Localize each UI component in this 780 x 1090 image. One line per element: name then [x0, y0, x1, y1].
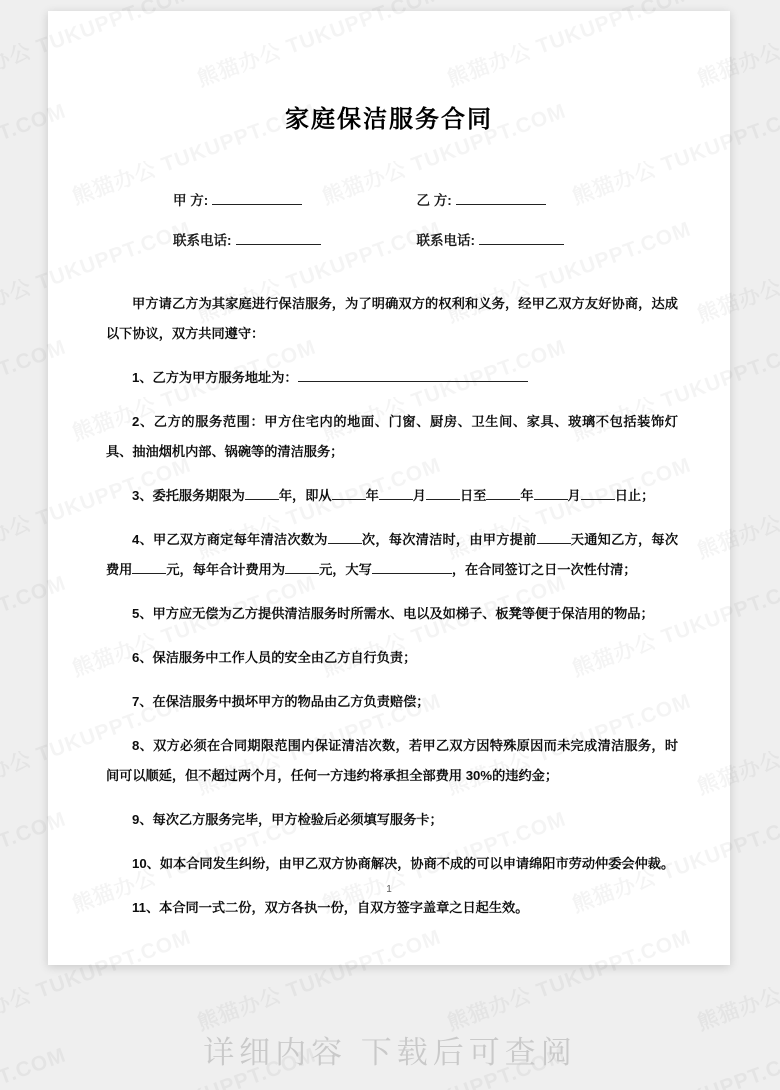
- clause-3-end-month-line[interactable]: [534, 488, 568, 500]
- phone-b-input-line[interactable]: [479, 232, 564, 245]
- clause-5: [106, 599, 678, 629]
- clause-3-end-year-line[interactable]: [486, 488, 520, 500]
- clause-4-total-line[interactable]: [285, 562, 319, 574]
- clause-10-text: 如本合同发生纠纷，由甲乙双方协商解决，协商不成的可以申请绵阳市劳动仲委会仲裁。: [159, 856, 675, 871]
- clause-8-text: 双方必须在合同期限范围内保证清洁次数，若甲乙双方因特殊原因而未完成清洁服务，时间可以顺延，但不超过两个月，任何一方违约将承担全部费用 30%的违约金；: [106, 738, 679, 783]
- clause-3-p2: 年: [365, 488, 379, 503]
- clause-4-p3: 元，每年合计费用为: [166, 562, 286, 577]
- clause-2-number: 2、: [132, 414, 154, 429]
- clause-4-p2: 天通知乙方，每次费用: [106, 532, 679, 577]
- party-a-field[interactable]: [173, 189, 417, 209]
- clause-3-text: 委托服务期限为: [152, 488, 245, 503]
- clause-10-number: 10、: [132, 856, 160, 871]
- clause-3-start-year-line[interactable]: [332, 488, 366, 500]
- clause-4-capital-line[interactable]: [372, 562, 452, 574]
- clause-1-number: 1、: [132, 370, 153, 385]
- page-title: 家庭保洁服务合同: [285, 106, 493, 133]
- clause-8: [106, 731, 678, 791]
- document-page: [48, 11, 730, 965]
- clause-4-p5: ，在合同签订之日一: [451, 562, 571, 577]
- clause-1: [106, 363, 678, 393]
- clause-4-p1: 次，每次清洁时，由甲方提前: [361, 532, 537, 547]
- party-names-row: [173, 189, 660, 209]
- clause-3-start-month-line[interactable]: [379, 488, 413, 500]
- clause-8-number: 8、: [132, 738, 154, 753]
- clause-4-fee-line[interactable]: [132, 562, 166, 574]
- clause-4-text: 甲乙双方商定每年清洁次数为: [153, 532, 328, 547]
- clause-3-start-day-line[interactable]: [426, 488, 460, 500]
- clause-1-text: 乙方为甲方服务地址为：: [152, 370, 298, 385]
- clause-3-years-line[interactable]: [245, 488, 279, 500]
- clause-5-number: 5、: [132, 606, 153, 621]
- clause-2-text: 乙方的服务范围：甲方住宅内的地面、门窗、厨房、卫生间、家具、玻璃不包括装饰灯具、抽油烟机内部、锅碗等的清洁服务；: [106, 414, 678, 459]
- clause-11-number: 11、: [132, 900, 160, 915]
- download-caption: 详细内容 下载后可查阅: [203, 1035, 577, 1070]
- clause-7-text: 在保洁服务中损坏甲方的物品由乙方负责赔偿；: [152, 694, 430, 709]
- party-b-input-line[interactable]: [456, 192, 546, 205]
- clause-4-number: 4、: [132, 532, 154, 547]
- party-a-label: 甲 方:: [173, 193, 209, 208]
- party-phones-row: [173, 229, 660, 249]
- clause-4: [106, 525, 678, 585]
- party-a-input-line[interactable]: [212, 192, 302, 205]
- clause-3-p3: 月: [412, 488, 426, 503]
- clause-11-text: 本合同一式二份，双方各执一份，自双方签字盖章之日起生效。: [159, 900, 529, 915]
- clause-4-tail: 次性付清；: [570, 562, 637, 577]
- clause-3-p5: 年: [520, 488, 534, 503]
- phone-a-input-line[interactable]: [236, 232, 321, 245]
- clause-11: [106, 893, 678, 923]
- phone-a-label: 联系电话:: [173, 233, 232, 248]
- clause-4-p4: 元，大写: [319, 562, 372, 577]
- phone-b-field[interactable]: [417, 229, 661, 249]
- clause-7-number: 7、: [132, 694, 153, 709]
- clause-3-tail: 止；: [627, 488, 655, 503]
- page-number: 1: [386, 884, 392, 895]
- clause-6: [106, 643, 678, 673]
- clause-9-number: 9、: [132, 812, 153, 827]
- clause-4-times-line[interactable]: [328, 532, 362, 544]
- clause-1-address-line[interactable]: [298, 370, 528, 382]
- clause-7: [106, 687, 678, 717]
- clause-2: [106, 407, 678, 467]
- document-page-inner: [48, 11, 730, 965]
- document-content: [48, 11, 730, 923]
- phone-b-label: 联系电话:: [416, 233, 475, 248]
- phone-a-field[interactable]: [173, 229, 417, 249]
- intro-paragraph: 甲方请乙方为其家庭进行保洁服务，为了明确双方的权利和义务，经甲乙双方友好协商，达成以下协议，双方共同遵守：: [106, 296, 678, 341]
- clause-3-p1: 年，即从: [278, 488, 332, 503]
- clause-10: [106, 849, 678, 879]
- party-b-field[interactable]: [417, 189, 661, 209]
- clause-3-number: 3、: [132, 488, 153, 503]
- clause-3-p6: 月: [567, 488, 581, 503]
- clause-5-text: 甲方应无偿为乙方提供清洁服务时所需水、电以及如梯子、板凳等便于保洁用的物品；: [152, 606, 654, 621]
- clause-3-end-day-line[interactable]: [581, 488, 615, 500]
- clause-3: [106, 481, 678, 511]
- clause-6-number: 6、: [132, 650, 153, 665]
- clause-9-text: 每次乙方服务完毕，甲方检验后必须填写服务卡；: [152, 812, 443, 827]
- clause-9: [106, 805, 678, 835]
- contract-body: [48, 289, 730, 923]
- clause-3-p7: 日: [614, 488, 628, 503]
- clause-4-days-line[interactable]: [537, 532, 571, 544]
- party-b-label: 乙 方:: [416, 193, 452, 208]
- clause-3-p4: 日至: [459, 488, 487, 503]
- clause-6-text: 保洁服务中工作人员的安全由乙方自行负责；: [152, 650, 417, 665]
- parties-block: [48, 189, 730, 249]
